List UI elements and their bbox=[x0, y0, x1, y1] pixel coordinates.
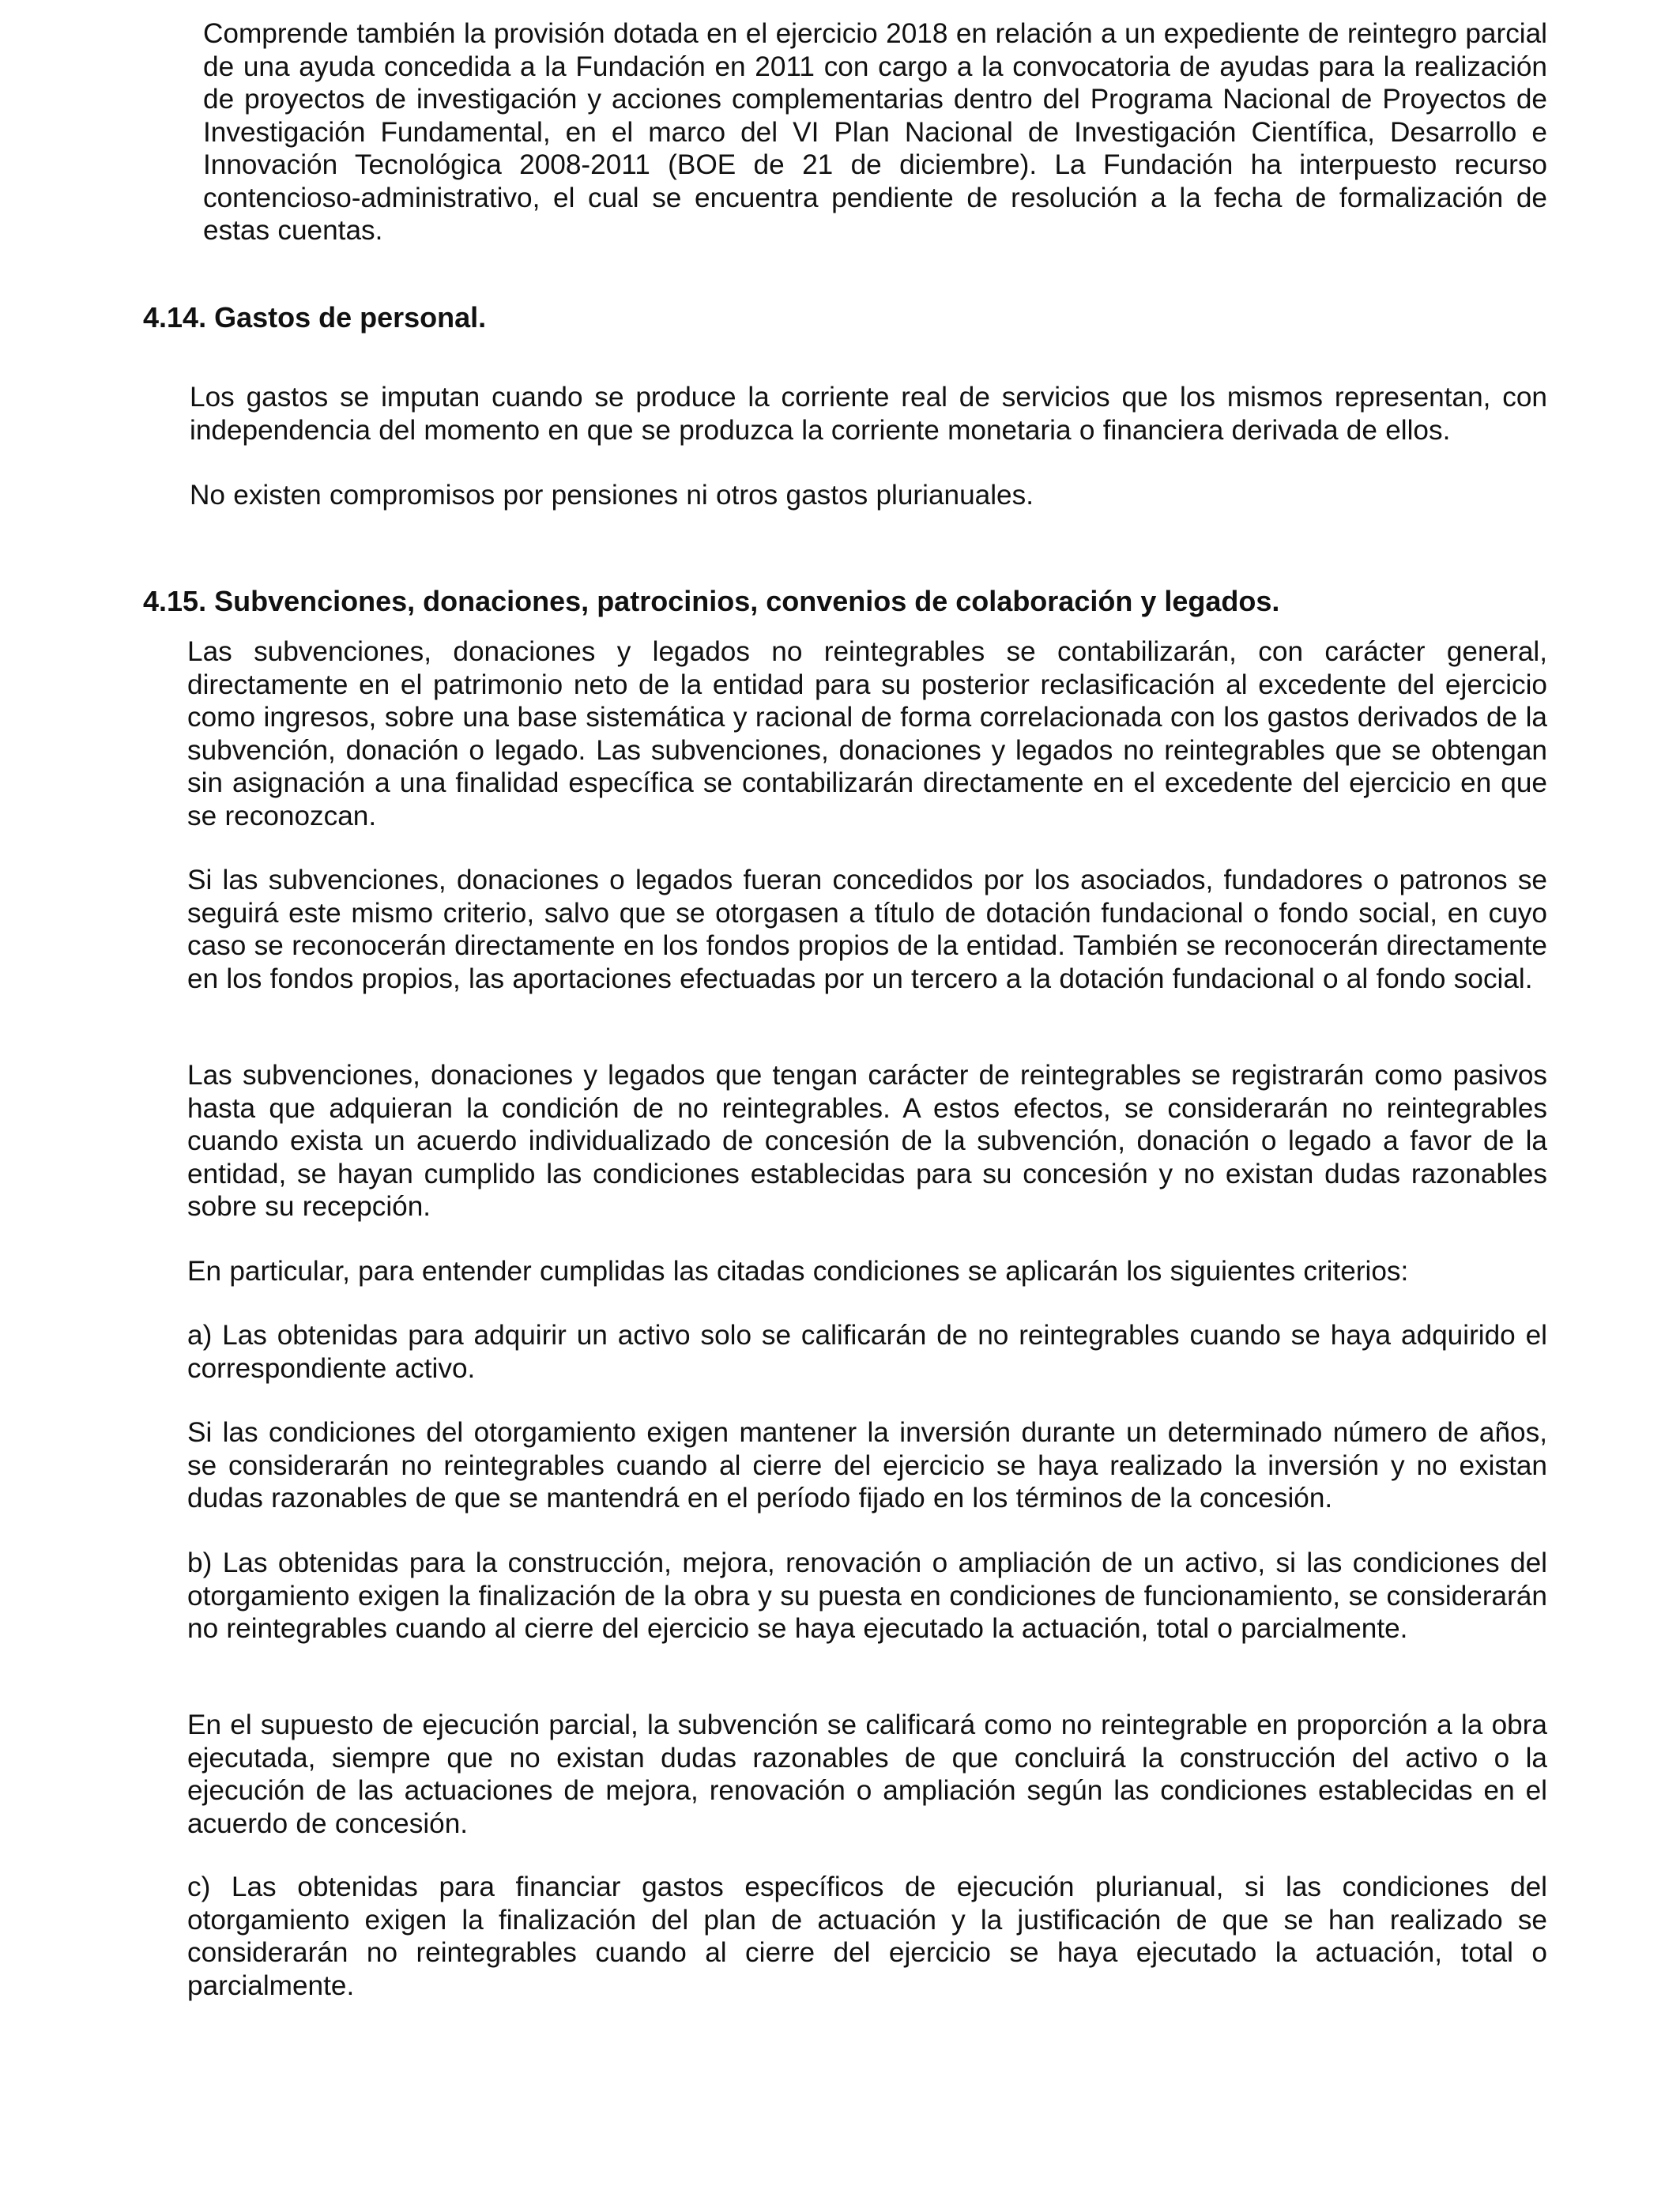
intro-paragraph: Comprende también la provisión dotada en el ejercicio 2018 en relación a un expediente de reintegro parcial de una ayuda concedida a la Fundación en 2011 con cargo a la convocatoria de ayudas para la realización de proyectos de investigación y acciones complementarias dentro del Programa Nacional de Proyectos de Investigación Fundamental, en el marco del VI Plan Nacional de Investigación Científica, Desarrollo e Innovación Tecnológica 2008-2011 (BOE de 21 de diciembre). La Fundación ha interpuesto recurso contencioso-administrativo, el cual se encuentra pendiente de resolución a la fecha de formalización de estas cuentas. bbox=[203, 18, 1547, 246]
section-4-14-paragraph-2: No existen compromisos por pensiones ni otros gastos plurianuales. bbox=[190, 480, 1034, 511]
section-4-14-paragraph-1: Los gastos se imputan cuando se produce la corriente real de servicios que los mismos representan, con independencia del momento en que se produzca la corriente monetaria o financiera derivada de ellos. bbox=[190, 382, 1547, 446]
section-4-15-paragraph-4: En particular, para entender cumplidas las citadas condiciones se aplicarán los siguientes criterios: bbox=[187, 1256, 1409, 1287]
section-4-15-criterion-a: a) Las obtenidas para adquirir un activo solo se calificarán de no reintegrables cuando se haya adquirido el correspondiente activo. bbox=[187, 1320, 1547, 1384]
section-4-15-paragraph-2: Si las subvenciones, donaciones o legados fueran concedidos por los asociados, fundadores o patronos se seguirá este mismo criterio, salvo que se otorgasen a título de dotación fundacional o fondo social, en cuyo caso se reconocerán directamente en los fondos propios de la entidad. También se reconocerán directamente en los fondos propios, las aportaciones efectuadas por un tercero a la dotación fundacional o al fondo social. bbox=[187, 865, 1547, 994]
section-4-15-paragraph-3: Las subvenciones, donaciones y legados que tengan carácter de reintegrables se registrarán como pasivos hasta que adquieran la condición de no reintegrables. A estos efectos, se considerarán no reintegrables cuando exista un acuerdo individualizado de concesión de la subvención, donación o legado a favor de la entidad, se hayan cumplido las condiciones establecidas para su concesión y no existan dudas razonables sobre su recepción. bbox=[187, 1060, 1547, 1222]
section-4-15-paragraph-8: En el supuesto de ejecución parcial, la subvención se calificará como no reintegrable en proporción a la obra ejecutada, siempre que no existan dudas razonables de que concluirá la construcción del activo o la ejecución de las actuaciones de mejora, renovación o ampliación según las condiciones establecidas en el acuerdo de concesión. bbox=[187, 1710, 1547, 1839]
section-4-15-criterion-b: b) Las obtenidas para la construcción, mejora, renovación o ampliación de un activo, si las condiciones del otorgamiento exigen la finalización de la obra y su puesta en condiciones de funcionamiento, se considerarán no reintegrables cuando al cierre del ejercicio se haya ejecutado la actuación, total o parcialmente. bbox=[187, 1547, 1547, 1644]
section-4-15-paragraph-1: Las subvenciones, donaciones y legados no reintegrables se contabilizarán, con carácter general, directamente en el patrimonio neto de la entidad para su posterior reclasificación al excedente del ejercicio como ingresos, sobre una base sistemática y racional de forma correlacionada con los gastos derivados de la subvención, donación o legado. Las subvenciones, donaciones y legados no reintegrables que se obtengan sin asignación a una finalidad específica se contabilizarán directamente en el excedente del ejercicio en que se reconozcan. bbox=[187, 636, 1547, 831]
section-4-15-paragraph-6: Si las condiciones del otorgamiento exigen mantener la inversión durante un determinado número de años, se considerarán no reintegrables cuando al cierre del ejercicio se haya realizado la inversión y no existan dudas razonables de que se mantendrá en el período fijado en los términos de la concesión. bbox=[187, 1417, 1547, 1514]
section-4-15-title: 4.15. Subvenciones, donaciones, patrocinios, convenios de colaboración y legados. bbox=[143, 585, 1280, 617]
section-4-15-criterion-c: c) Las obtenidas para financiar gastos específicos de ejecución plurianual, si las condiciones del otorgamiento exigen la finalización del plan de actuación y la justificación de que se han realizado se considerarán no reintegrables cuando al cierre del ejercicio se haya ejecutado la actuación, total o parcialmente. bbox=[187, 1872, 1547, 2001]
section-4-14-title: 4.14. Gastos de personal. bbox=[143, 301, 487, 334]
